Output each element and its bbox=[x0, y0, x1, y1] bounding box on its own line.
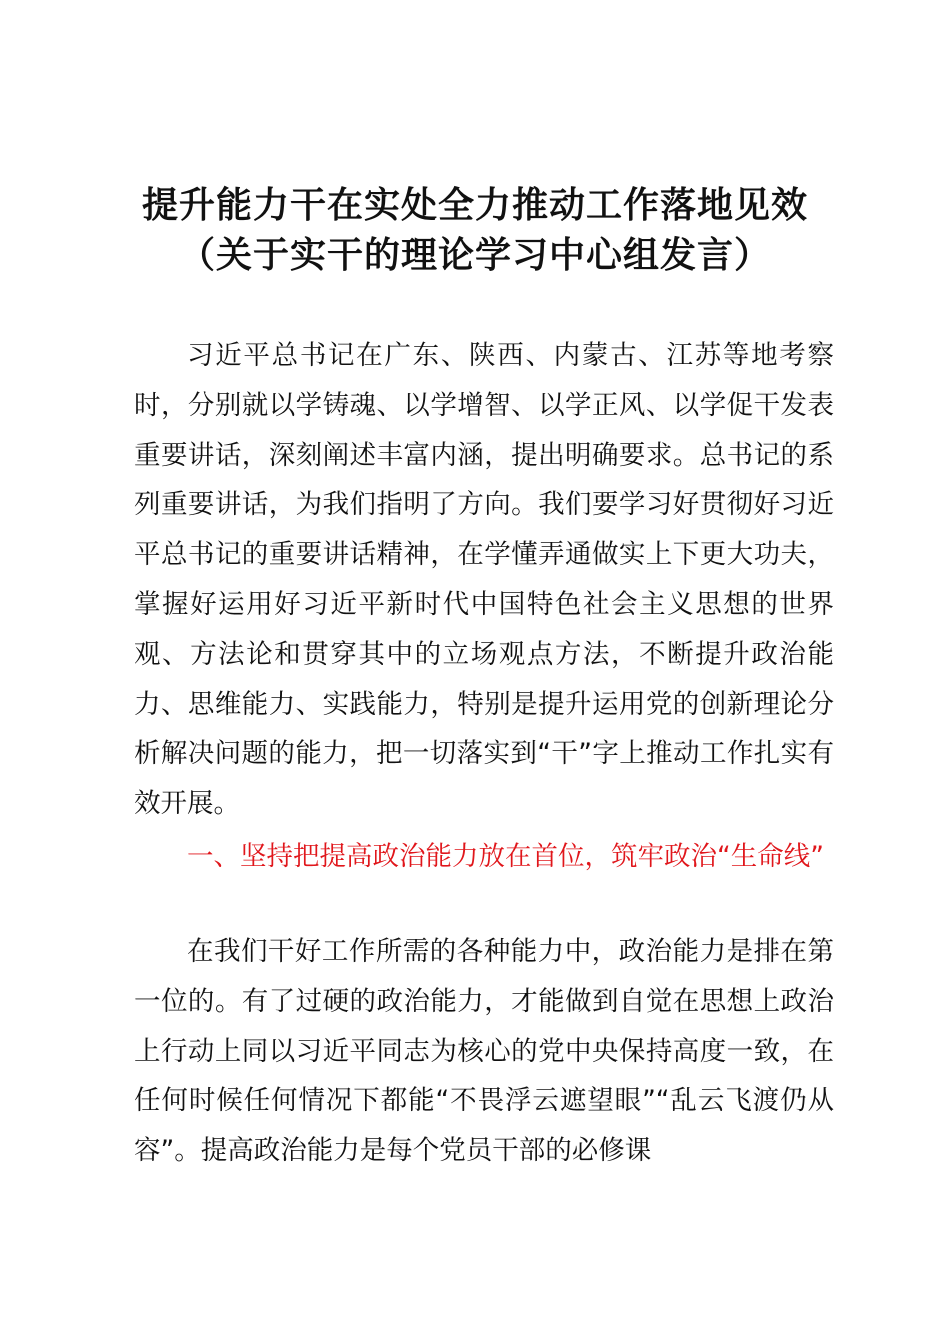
section-heading-1: 一、坚持把提高政治能力放在首位，筑牢政治“生命线” bbox=[187, 841, 824, 872]
document-subtitle: （关于实干的理论学习中心组发言） bbox=[178, 235, 771, 276]
body-paragraph-2: 在我们干好工作所需的各种能力中，政治能力是排在第一位的。有了过硬的政治能力，才能做到自觉在思想上政治上行动上同以习近平同志为核心的党中央保持高度一致，在任何时候任何情况下都能“不畏浮云遮望眼”“乱云飞渡仍从容”。提高政治能力是每个党员干部的必修课 bbox=[134, 936, 834, 1167]
document-title: 提升能力干在实处全力推动工作落地见效 bbox=[141, 185, 808, 226]
body-paragraph-1: 习近平总书记在广东、陕西、内蒙古、江苏等地考察时，分别就以学铸魂、以学增智、以学正风、以学促干发表重要讲话，深刻阐述丰富内涵，提出明确要求。总书记的系列重要讲话，为我们指明了方向。我们要学习好贯彻好习近平总书记的重要讲话精神，在学懂弄通做实上下更大功夫，掌握好运用好习近平新时代中国特色社会主义思想的世界观、方法论和贯穿其中的立场观点方法，不断提升政治能力、思维能力、实践能力，特别是提升运用党的创新理论分析解决问题的能力，把一切落实到“干”字上推动工作扎实有效开展。 bbox=[134, 340, 834, 820]
